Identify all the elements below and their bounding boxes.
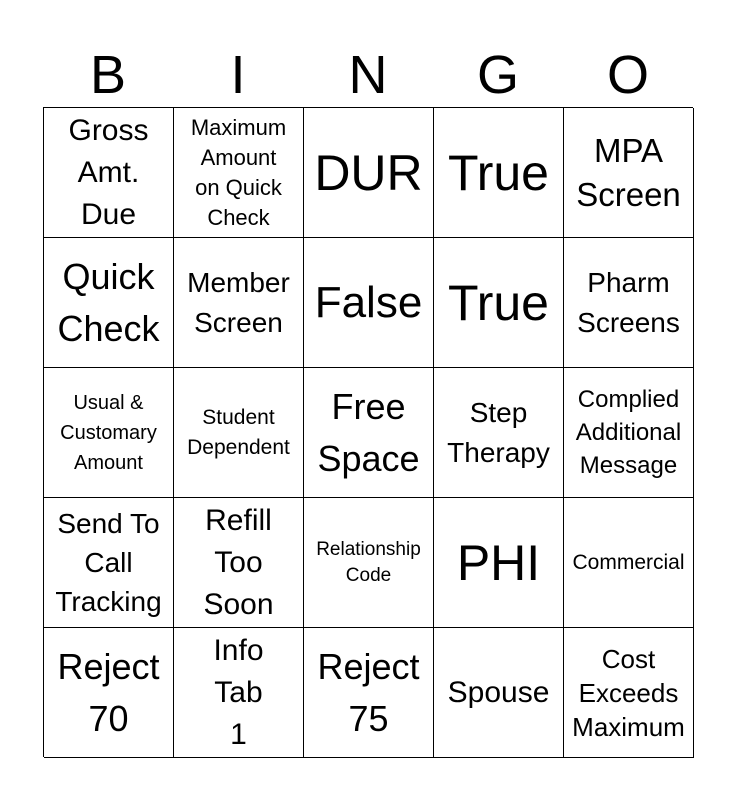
- header-letter-n: N: [348, 45, 388, 105]
- header-letter-g: G: [476, 45, 519, 105]
- bingo-cell-r1-c2[interactable]: Maximum Amount on Quick Check: [174, 108, 304, 238]
- bingo-cell-r2-c4[interactable]: True: [434, 238, 564, 368]
- header-letter-b: B: [89, 45, 127, 105]
- bingo-cell-r1-c1[interactable]: Gross Amt. Due: [44, 108, 174, 238]
- bingo-cell-r4-c3[interactable]: Relationship Code: [304, 498, 434, 628]
- bingo-cell-r2-c2[interactable]: Member Screen: [174, 238, 304, 368]
- bingo-cell-r1-c4[interactable]: True: [434, 108, 564, 238]
- bingo-header: [43, 44, 693, 106]
- bingo-cell-r5-c2[interactable]: Info Tab 1: [174, 628, 304, 758]
- bingo-cell-r2-c5[interactable]: Pharm Screens: [564, 238, 694, 368]
- bingo-cell-r1-c5[interactable]: MPA Screen: [564, 108, 694, 238]
- header-letter-i: I: [230, 45, 246, 105]
- bingo-cell-r3-c1[interactable]: Usual & Customary Amount: [44, 368, 174, 498]
- bingo-cell-r2-c3[interactable]: False: [304, 238, 434, 368]
- bingo-cell-r2-c1[interactable]: Quick Check: [44, 238, 174, 368]
- bingo-cell-r5-c5[interactable]: Cost Exceeds Maximum: [564, 628, 694, 758]
- header-letter-o: O: [606, 45, 649, 105]
- bingo-board: [43, 107, 693, 757]
- bingo-cell-r5-c4[interactable]: Spouse: [434, 628, 564, 758]
- bingo-cell-r4-c2[interactable]: Refill Too Soon: [174, 498, 304, 628]
- bingo-cell-r3-c3[interactable]: Free Space: [304, 368, 434, 498]
- bingo-cell-r4-c5[interactable]: Commercial: [564, 498, 694, 628]
- bingo-cell-r3-c4[interactable]: Step Therapy: [434, 368, 564, 498]
- bingo-cell-r1-c3[interactable]: DUR: [304, 108, 434, 238]
- bingo-cell-r3-c5[interactable]: Complied Additional Message: [564, 368, 694, 498]
- bingo-cell-r4-c1[interactable]: Send To Call Tracking: [44, 498, 174, 628]
- bingo-cell-r5-c1[interactable]: Reject 70: [44, 628, 174, 758]
- bingo-cell-r4-c4[interactable]: PHI: [434, 498, 564, 628]
- bingo-cell-r3-c2[interactable]: Student Dependent: [174, 368, 304, 498]
- bingo-cell-r5-c3[interactable]: Reject 75: [304, 628, 434, 758]
